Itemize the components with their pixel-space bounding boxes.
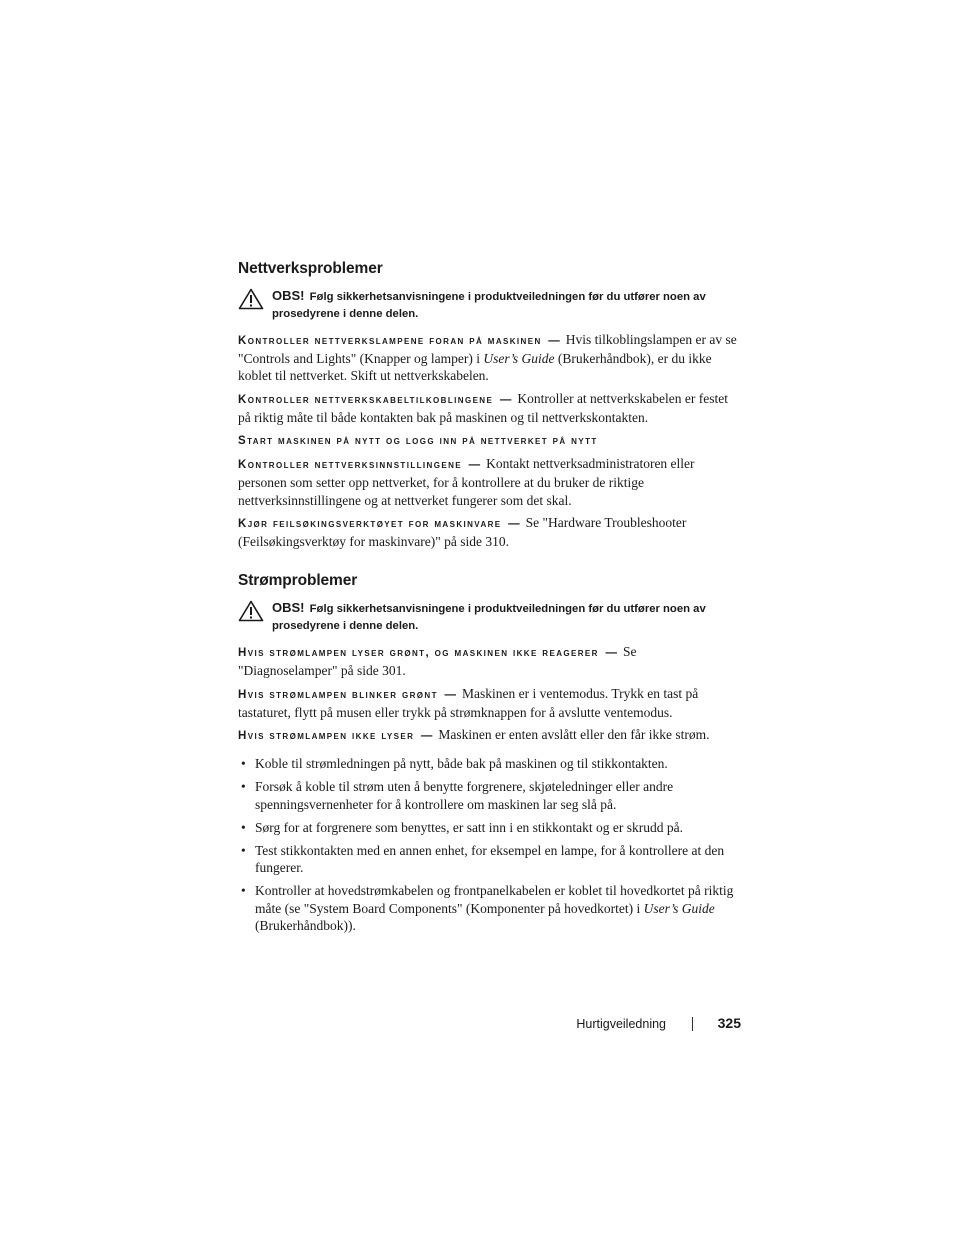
- item-text: Maskinen er enten avslått eller den får ikke strøm.: [438, 727, 710, 743]
- caution-text: Følg sikkerhetsanvisningene i produktveiledningen før du utfører noen av prosedyrene i denne delen.: [272, 291, 706, 320]
- section-heading-network: Nettverksproblemer: [238, 260, 383, 277]
- caution-notice: [238, 288, 738, 322]
- item-italic-title: User’s Guide: [643, 900, 715, 916]
- caution-notice: [238, 600, 738, 634]
- item-text: Kontakt nettverksadministratoren eller personen som setter opp nettverket, for å kontrollere at du bruker de riktige nettverksinnstillingene og at nettverket fungerer som det skal.: [238, 456, 695, 508]
- troubleshoot-item: [238, 726, 738, 745]
- page-number: 325: [717, 1015, 741, 1031]
- troubleshoot-item: [238, 331, 738, 385]
- power-problems-section: [238, 570, 738, 934]
- item-lead: Kjør feilsøkingsverktøyet for maskinvare —: [238, 517, 520, 530]
- warning-triangle-icon: [238, 600, 264, 622]
- caution-label: OBS!: [272, 288, 305, 303]
- list-item: • Koble til strømledningen på nytt, både bak på maskinen og til stikkontakten.: [241, 756, 668, 772]
- network-problems-section: [238, 258, 738, 550]
- footer-divider: [692, 1017, 693, 1031]
- page-content: [238, 258, 738, 940]
- item-lead: Hvis strømlampen ikke lyser —: [238, 730, 433, 743]
- troubleshoot-item: [238, 643, 738, 679]
- item-lead: Start maskinen på nytt og logg inn på nettverket på nytt: [238, 435, 598, 448]
- troubleshoot-item: [238, 455, 738, 509]
- footer-label: Hurtigveiledning: [576, 1017, 666, 1031]
- troubleshoot-item: [238, 685, 738, 721]
- item-lead: Hvis strømlampen lyser grønt, og maskinen ikke reagerer —: [238, 647, 617, 660]
- troubleshoot-item: [238, 431, 738, 450]
- list-item: • Sørg for at forgrenere som benyttes, er satt inn i en stikkontakt og er skrudd på.: [241, 819, 684, 835]
- item-text: Se "Diagnoselamper" på side 301.: [238, 644, 637, 679]
- caution-label: OBS!: [272, 600, 305, 616]
- list-item: • Test stikkontakten med en annen enhet, for eksempel en lampe, for å kontrollere at den fungerer.: [241, 843, 725, 876]
- item-lead: Kontroller nettverksinnstillingene —: [238, 459, 481, 472]
- caution-text: Følg sikkerhetsanvisningene i produktveiledningen før du utfører noen av prosedyrene i denne delen.: [272, 603, 706, 632]
- item-text-after: (Brukerhåndbok), er du ikke koblet til nettverket. Skift ut nettverkskabelen.: [238, 351, 712, 384]
- item-text: Se "Hardware Troubleshooter (Feilsøkingsverktøy for maskinvare)" på side 310.: [238, 514, 687, 550]
- list-item: • Forsøk å koble til strøm uten å benytte forgrenere, skjøteledninger eller andre spenningsvernenheter for å kontrollere om maskinen lar seg slå på.: [241, 779, 674, 812]
- item-text: Maskinen er i ventemodus. Trykk en tast på tastaturet, flytt på musen eller trykk på strømknappen for å avslutte ventemodus.: [238, 685, 699, 720]
- power-checklist: [238, 755, 738, 934]
- troubleshoot-item: [238, 390, 738, 426]
- item-text: Kontroller at nettverkskabelen er festet på riktig måte til både kontakten bak på maskinen og til nettverkskontakten.: [238, 390, 728, 425]
- item-lead: Kontroller nettverkskabeltilkoblingene —: [238, 393, 512, 406]
- troubleshoot-item: [238, 514, 738, 550]
- list-item: • Kontroller at hovedstrømkabelen og frontpanelkabelen er koblet til hovedkortet på riktig måte (se "System Board Components" (Komponenter på hovedkortet) i User’s Guide (Brukerhåndbok)).: [241, 883, 734, 933]
- item-text: Hvis tilkoblingslampen er av se "Controls and Lights" (Knapper og lamper) i: [238, 332, 737, 367]
- item-lead: Kontroller nettverkslampene foran på maskinen —: [238, 335, 560, 347]
- page-footer: [560, 1015, 741, 1035]
- warning-triangle-icon: [238, 288, 264, 310]
- item-lead: Hvis strømlampen blinker grønt —: [238, 688, 456, 701]
- section-heading-power: Strømproblemer: [238, 572, 358, 590]
- item-italic-title: User’s Guide: [483, 351, 555, 367]
